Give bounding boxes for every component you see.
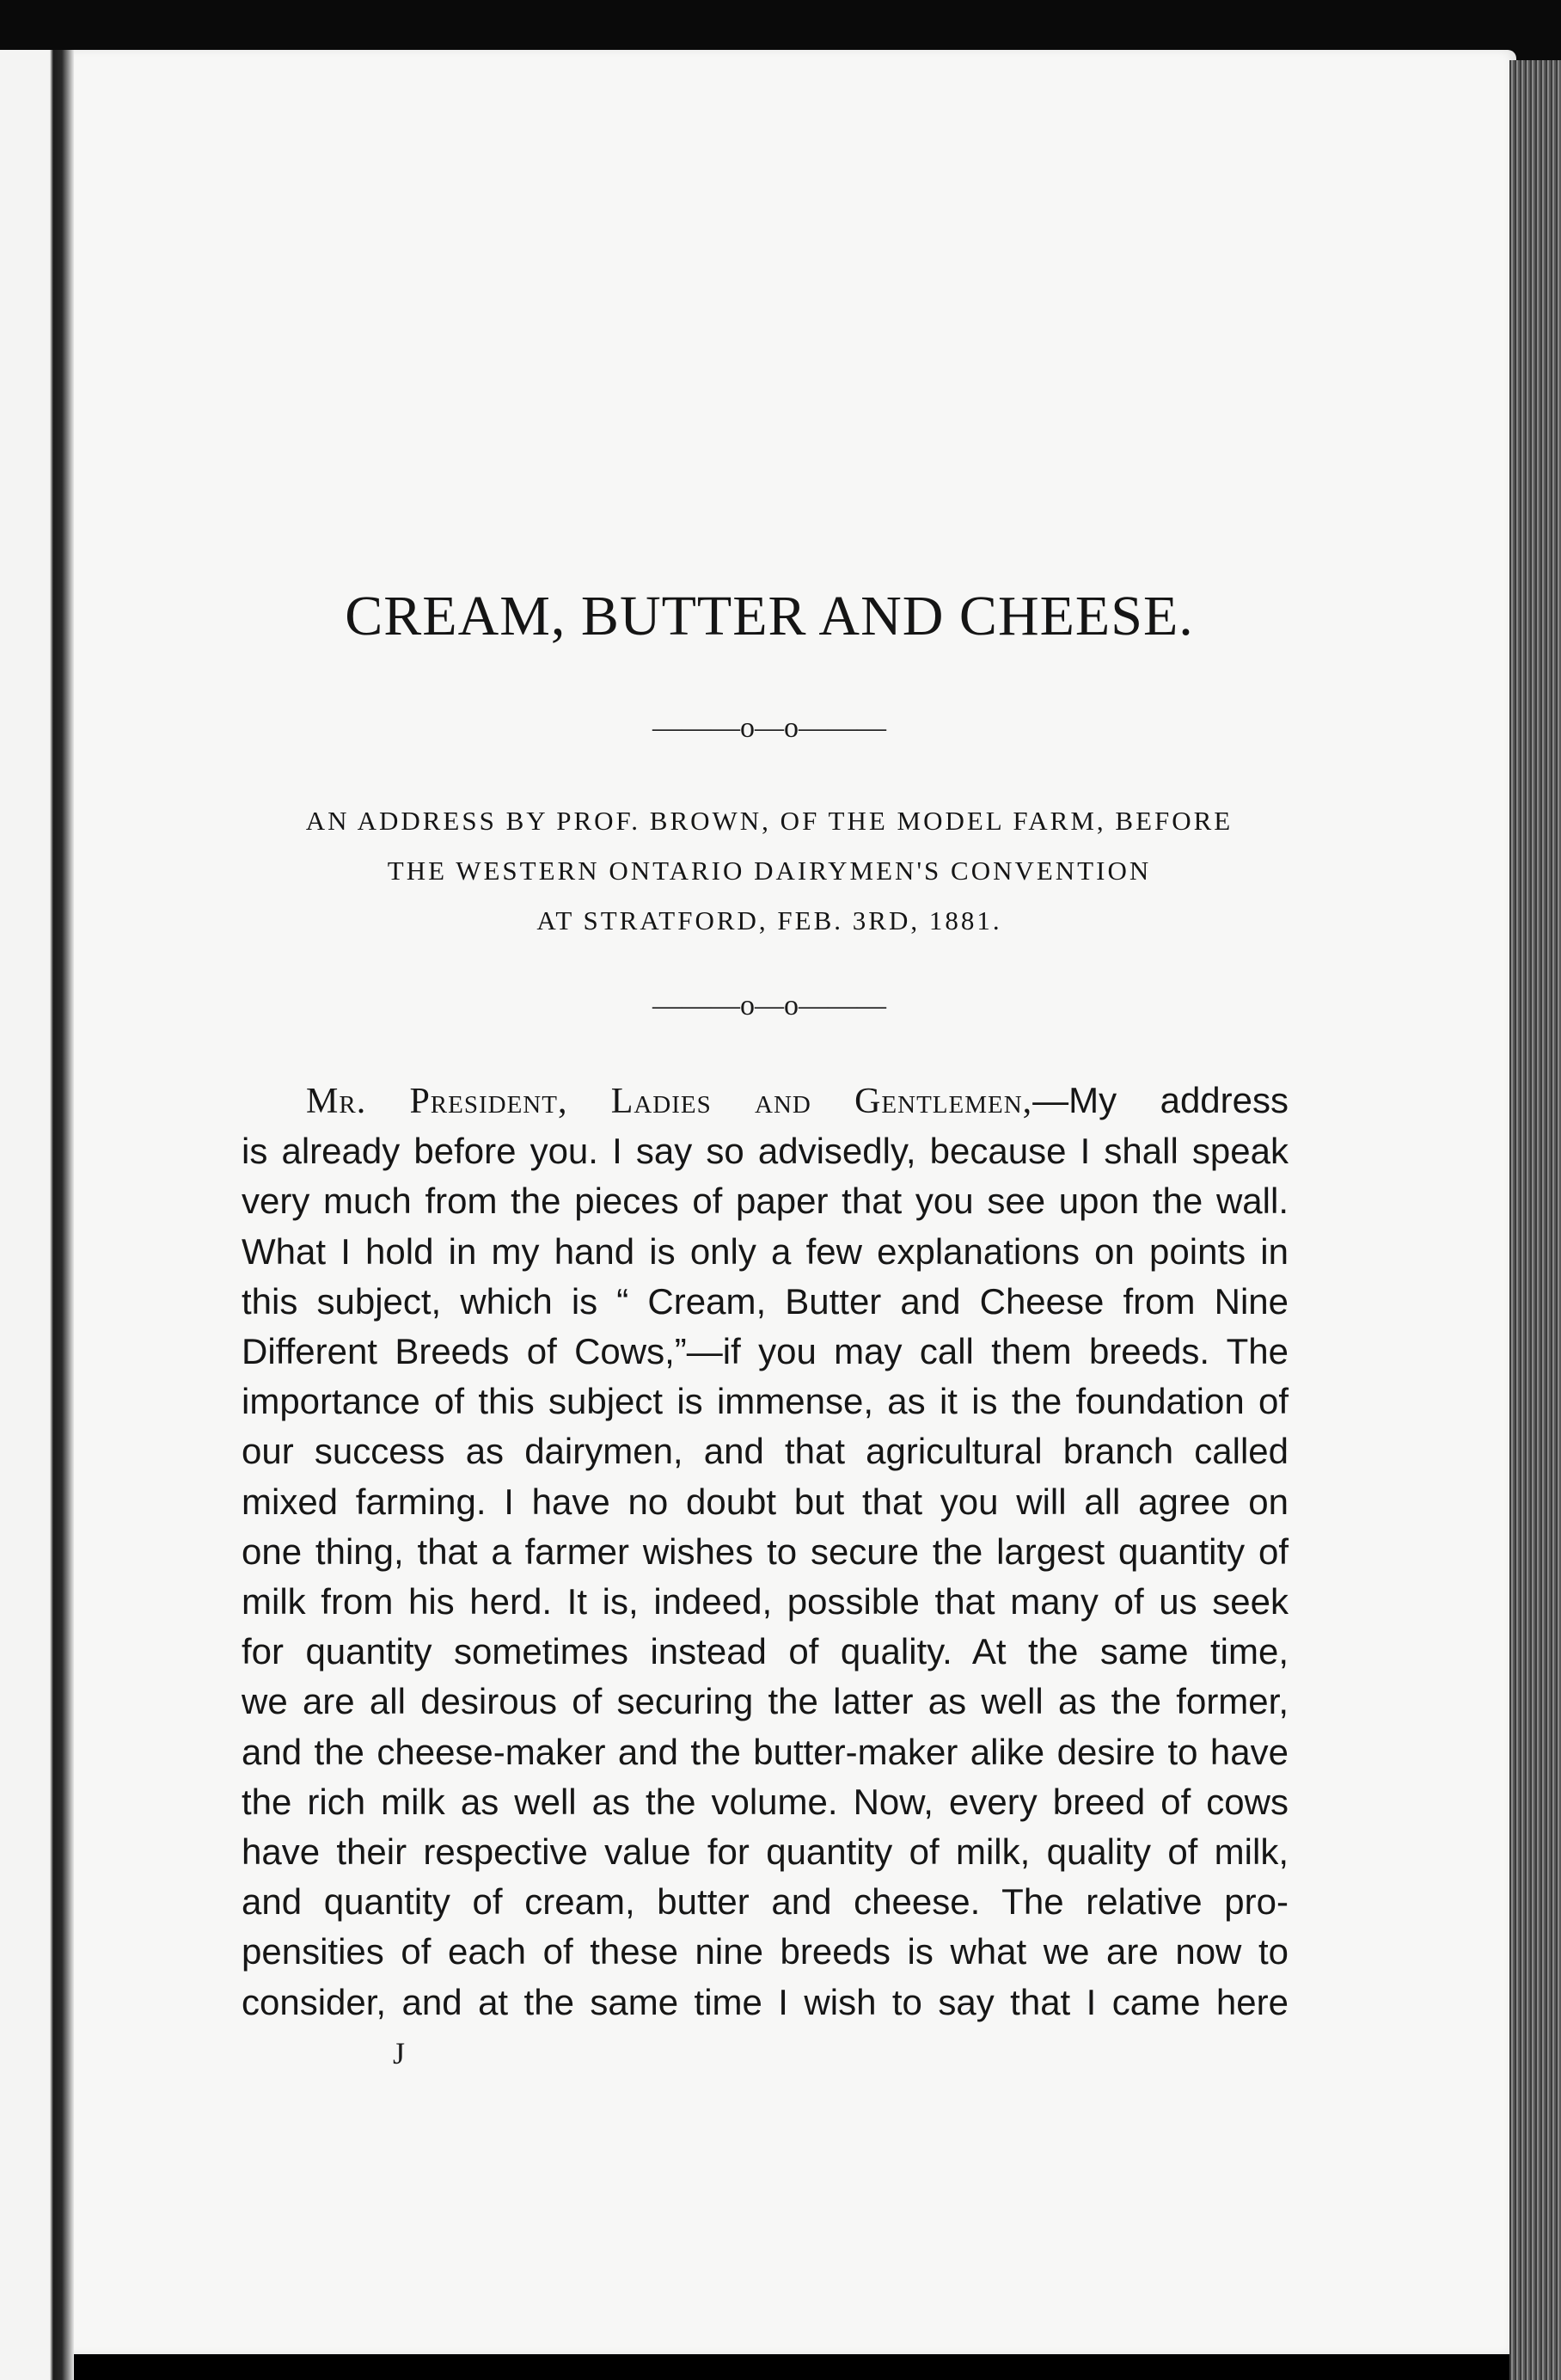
salutation: Mr. President, Ladies and Gentlemen,: [306, 1082, 1033, 1121]
first-line: [242, 1076, 1289, 1126]
body-line: Different Breeds of Cows,”—if you may call them breeds. The: [242, 1331, 1289, 1372]
body-line: one thing, that a farmer wishes to secure the largest quantity of: [242, 1530, 1289, 1572]
body-line: this subject, which is “ Cream, Butter and Cheese from Nine: [242, 1280, 1289, 1322]
body-line: pensities of each of these nine breeds is what we are now to: [242, 1931, 1289, 1972]
book-binding: [0, 50, 74, 2380]
body-line: milk from his herd. It is, indeed, possible that many of us seek: [242, 1581, 1289, 1622]
subtitle-line: AT STRATFORD, FEB. 3RD, 1881.: [536, 905, 1002, 935]
body-line: very much from the pieces of paper that you see upon the wall.: [242, 1181, 1289, 1222]
body-line: for quantity sometimes instead of quality. At the same time,: [242, 1631, 1289, 1672]
body-line: our success as dairymen, and that agricultural branch called: [242, 1431, 1289, 1472]
body-line: have their respective value for quantity of milk, quality of milk,: [242, 1831, 1289, 1873]
ornamental-divider-top: ———o—o———: [652, 712, 886, 744]
body-line: we are all desirous of securing the latter as well as the former,: [242, 1681, 1289, 1722]
body-line: the rich milk as well as the volume. Now, every breed of cows: [242, 1781, 1289, 1822]
body-line: and quantity of cream, butter and cheese. The relative pro-: [242, 1881, 1289, 1923]
signature-mark: J: [393, 2036, 406, 2070]
body-line: and the cheese-maker and the butter-maker alike desire to have: [242, 1731, 1289, 1772]
body-line: consider, and at the same time I wish to say that I came here: [242, 1981, 1289, 2022]
body-line: mixed farming. I have no doubt but that you will all agree on: [242, 1481, 1289, 1522]
body-line-0: —My address: [1032, 1080, 1289, 1120]
page-edges: [1509, 60, 1561, 2380]
body-line: is already before you. I say so advisedly, because I shall speak: [242, 1131, 1289, 1172]
subtitle-line: THE WESTERN ONTARIO DAIRYMEN'S CONVENTION: [387, 856, 1152, 886]
body-paragraph: [242, 1076, 1289, 2027]
subtitle-line: AN ADDRESS BY PROF. BROWN, OF THE MODEL FARM, BEFORE: [305, 806, 1233, 836]
address-subtitle: [0, 796, 1539, 946]
page-title: CREAM, BUTTER AND CHEESE.: [345, 585, 1194, 647]
body-line: importance of this subject is immense, as it is the foundation of: [242, 1381, 1289, 1422]
ornamental-divider-bottom: ———o—o———: [652, 990, 886, 1021]
body-line: What I hold in my hand is only a few explanations on points in: [242, 1230, 1289, 1272]
